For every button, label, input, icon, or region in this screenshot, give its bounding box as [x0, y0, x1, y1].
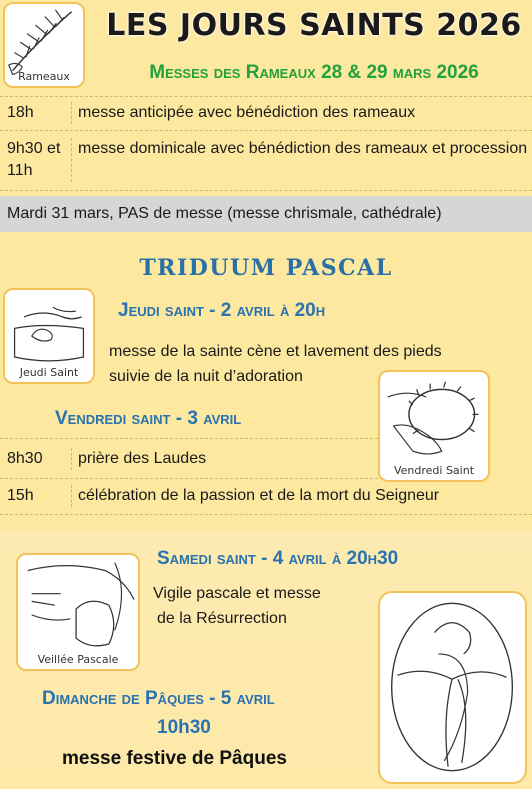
jeudi-caption: Jeudi Saint — [19, 366, 79, 379]
schedule-desc: célébration de la passion et de la mort du Seigneur — [78, 487, 440, 504]
vigil-hands-icon — [18, 555, 138, 669]
schedule-desc: prière des Laudes — [78, 450, 207, 467]
rameaux-icon-card — [3, 2, 85, 88]
dimanche-title-text: Dimanche de Pâques - 5 avril — [42, 688, 275, 709]
vendredi-caption: Vendredi Saint — [393, 464, 475, 477]
schedule-time: 18h — [0, 102, 72, 124]
dimanche-title — [42, 688, 275, 710]
veillee-icon-card — [16, 553, 140, 671]
jeudi-line2: suivie de la nuit d’adoration — [109, 368, 303, 385]
dimanche-time: 10h30 — [157, 717, 211, 738]
schedule-time: 8h30 — [0, 448, 72, 470]
paques-icon-card — [378, 591, 527, 784]
page-title: LES JOURS SAINTS 2026 — [106, 8, 522, 43]
rameaux-subtitle: Messes des Rameaux 28 & 29 mars 2026 — [149, 62, 479, 83]
samedi-line1: Vigile pascale et messe — [153, 585, 321, 602]
samedi-line2: de la Résurrection — [157, 610, 287, 627]
samedi-title — [157, 548, 398, 570]
schedule-desc: messe anticipée avec bénédiction des rameaux — [78, 104, 416, 121]
samedi-title-text: Samedi saint - 4 avril à 20h30 — [157, 548, 399, 569]
schedule-row — [0, 448, 532, 470]
vendredi-title — [55, 408, 241, 430]
schedule-desc: messe dominicale avec bénédiction des rameaux et procession — [78, 140, 528, 157]
rameaux-caption: Rameaux — [18, 70, 70, 83]
schedule-row — [0, 102, 532, 124]
veillee-caption: Veillée Pascale — [37, 653, 119, 666]
jeudi-icon-card — [3, 288, 95, 384]
vendredi-title-text: Vendredi saint - 3 avril — [55, 408, 242, 429]
jeudi-title — [118, 300, 325, 322]
jeudi-title-text: Jeudi saint - 2 avril à 20h — [118, 300, 326, 321]
notice-band: Mardi 31 mars, PAS de messe (messe chrismale, cathédrale) — [0, 196, 532, 232]
dimanche-desc: messe festive de Pâques — [62, 748, 287, 769]
schedule-time: 15h — [0, 485, 72, 507]
schedule-row — [0, 485, 532, 507]
triduum-title: TRIDUUM PASCAL — [139, 255, 393, 281]
risen-christ-icon — [380, 593, 525, 782]
schedule-time: 9h30 et 11h — [0, 138, 72, 182]
schedule-row — [0, 138, 532, 182]
jeudi-line1: messe de la sainte cène et lavement des pieds — [109, 343, 442, 360]
